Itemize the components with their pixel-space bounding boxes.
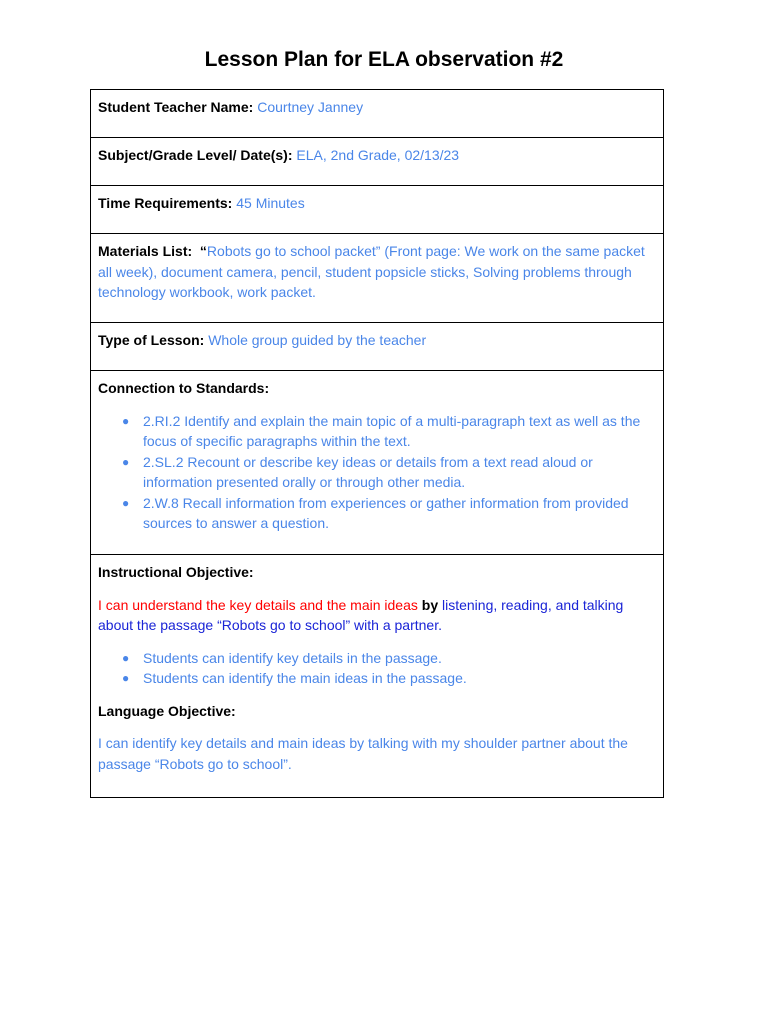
language-objective-label: Language Objective: (98, 702, 236, 719)
lesson-type-row (91, 323, 663, 371)
lesson-plan-table (90, 89, 664, 798)
list-item (122, 668, 655, 689)
bullet-dot-icon: ● (122, 495, 130, 510)
standard-text: 2.RI.2 Identify and explain the main topic of a multi-paragraph text as well as the focus of specific paragraphs within the text. (143, 412, 641, 449)
materials-open-quote: “ (199, 243, 207, 259)
list-item (122, 493, 655, 534)
bullet-dot-icon: ● (122, 650, 130, 665)
standards-label: Connection to Standards: (98, 380, 270, 396)
lesson-type-label: Type of Lesson: (98, 332, 205, 348)
subject-grade-row (91, 138, 663, 186)
student-teacher-value: Courtney Janney (257, 99, 364, 115)
bullet-dot-icon: ● (122, 413, 130, 428)
instructional-objective-label: Instructional Objective: (98, 564, 254, 580)
student-teacher-label: Student Teacher Name: (98, 99, 254, 115)
standard-text: 2.W.8 Recall information from experiences or gather information from provided sources to answer a question. (143, 494, 629, 531)
list-item (122, 648, 655, 669)
instructional-objective-statement (98, 595, 655, 636)
objective-blue-text: listening, reading, and talking about the passage “Robots go to school” with a partner. (98, 596, 624, 633)
materials-value: Robots go to school packet” (Front page: We work on the same packet all week), document camera, pencil, student popsicle sticks, Solving problems through technology workbook, work packet. (98, 243, 645, 300)
time-requirements-value: 45 Minutes (236, 195, 305, 211)
objective-red-text: I can understand the key details and the main ideas (98, 596, 418, 613)
objective-item-text: Students can identify the main ideas in the passage. (143, 670, 467, 686)
time-requirements-row (91, 186, 663, 234)
page-title: Lesson Plan for ELA observation #2 (204, 48, 564, 71)
bullet-dot-icon: ● (122, 454, 130, 469)
objective-by-text: by (421, 596, 439, 613)
objectives-row (91, 555, 663, 797)
standards-row (91, 371, 663, 555)
bullet-dot-icon: ● (122, 671, 130, 685)
subject-grade-value: ELA, 2nd Grade, 02/13/23 (296, 147, 460, 163)
subject-grade-label: Subject/Grade Level/ Date(s): (98, 147, 293, 163)
time-requirements-label: Time Requirements: (98, 195, 233, 211)
materials-row (91, 234, 663, 323)
objective-list (98, 648, 655, 689)
list-item (122, 411, 655, 452)
standards-list (98, 411, 655, 534)
objective-item-text: Students can identify key details in the passage. (143, 649, 442, 666)
materials-label: Materials List: (98, 243, 193, 259)
language-objective-value: I can identify key details and main ideas by talking with my shoulder partner about the passage “Robots go to school”. (98, 735, 628, 772)
student-teacher-row (91, 90, 663, 138)
list-item (122, 452, 655, 493)
standard-text: 2.SL.2 Recount or describe key ideas or details from a text read aloud or information presented orally or through other media. (143, 453, 593, 490)
lesson-type-value: Whole group guided by the teacher (208, 332, 427, 348)
